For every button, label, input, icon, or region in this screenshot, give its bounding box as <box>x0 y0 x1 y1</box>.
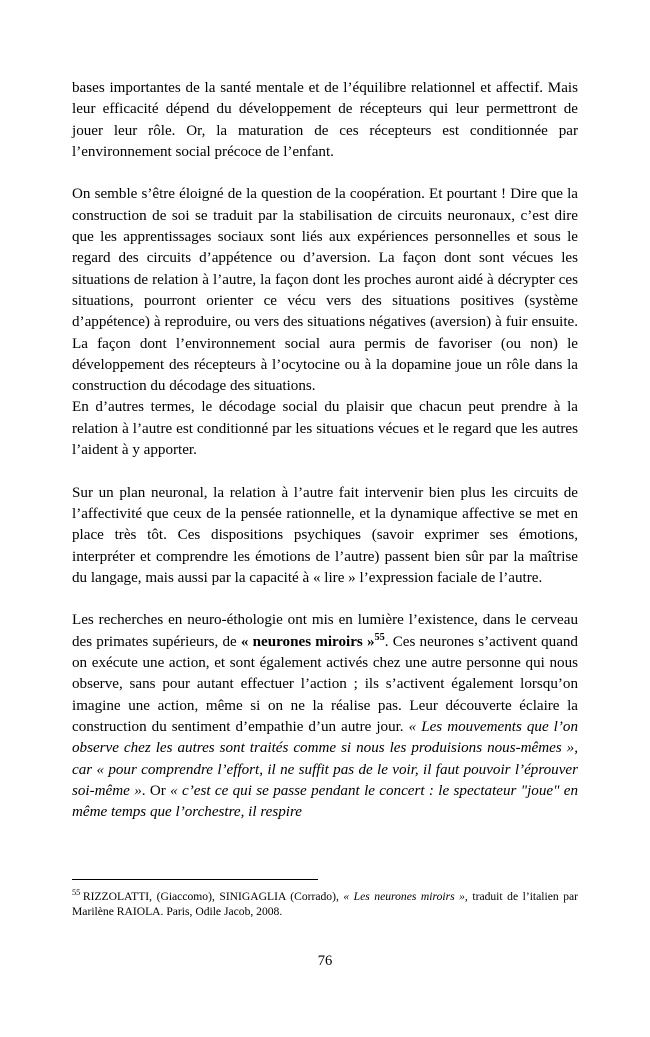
paragraph <box>72 78 578 163</box>
footnote-reference-marker[interactable]: 55 <box>374 631 385 643</box>
footnote-number: 55 <box>72 888 81 898</box>
text-run: bases importantes de la santé mentale et de l’équilibre relationnel et affectif. Mais leur efficacité dépend du développement de récepteurs qui leur permettront de jouer leur rôle. Or, la maturation de ces récepteurs est conditionnée par l’environnement social précoce de l’enfant. <box>72 80 578 160</box>
key-term-neurones-miroirs: « neurones miroirs » <box>240 633 375 650</box>
paragraph <box>72 610 578 823</box>
paragraph <box>72 184 578 397</box>
text-run: RIZZOLATTI, (Giaccomo), SINIGAGLIA (Corrado), <box>82 890 344 903</box>
quotation-italic: « c’est ce qui se passe pendant le concert : le spectateur "joue" en même temps que l’orchestre, il respire <box>72 782 579 821</box>
body-text-column <box>72 78 578 823</box>
footnote-area <box>72 879 578 919</box>
text-run: En d’autres termes, le décodage social du plaisir que chacun peut prendre à la relation à l’autre est conditionné par les situations vécues et le regard que les autres l’aident à y apporter. <box>72 399 578 459</box>
quotation-italic: « Les mouvements que l’on observe chez les autres sont traités comme si nous les produisions nous-mêmes », car « pour comprendre l’effort, il ne suffit pas de le voir, il faut pouvoir l’éprouver soi-même » <box>72 718 578 799</box>
text-run: traduit de l’italien par Marilène RAIOLA. Paris, Odile Jacob, 2008. <box>72 890 578 919</box>
paragraph <box>72 483 578 589</box>
paragraph <box>72 397 578 461</box>
text-run: Sur un plan neuronal, la relation à l’autre fait intervenir bien plus les circuits de l’affectivité que ceux de la pensée rationnelle, et la dynamique affective se met en place très tôt. Ces dispositions psychiques (savoir exprimer ses émotions, interpréter et comprendre les émotions de l’autre) passent bien sûr par la maîtrise du langage, mais aussi par la capacité à « lire » l’expression faciale de l’autre. <box>72 484 578 586</box>
text-run: . Ces neurones s’activent quand on exécute une action, et sont également activés chez une autre personne qui nous observe, sans pour autant effectuer l’action ; ils s’activent également lorsqu’on imagine une action, même si on ne la réalise pas. Leur découverte éclaire la construction du sentiment d’empathie d’un autre jour. <box>72 633 578 735</box>
text-run: On semble s’être éloigné de la question de la coopération. Et pourtant ! Dire que la construction de soi se traduit par la stabilisation de circuits neuronaux, c’est dire que les apprentissages sociaux sont liés aux expériences personnelles et sous le regard des circuits d’appétence ou d’aversion. La façon dont sont vécues les situations de relation à l’autre, la façon dont les proches auront aidé à décrypter ces situations, pourront orienter ce vécu vers des situations positives (système d’appétence) à reproduire, ou vers des situations négatives (aversion) à fuir ensuite. La façon dont l’environnement social aura permis de favoriser (ou non) le développement des récepteurs à l’ocytocine ou à la dopamine joue un rôle dans la construction du décodage des situations. <box>72 186 578 395</box>
text-run: Les recherches en neuro-éthologie ont mis en lumière l’existence, dans le cerveau des primates supérieurs, de <box>72 612 578 650</box>
page-number: 76 <box>317 953 333 969</box>
footnote-title-italic: « Les neurones miroirs », <box>343 890 468 903</box>
text-run: . Or <box>141 782 171 799</box>
footnote-entry <box>72 889 578 919</box>
footnote-separator-rule <box>72 879 318 880</box>
